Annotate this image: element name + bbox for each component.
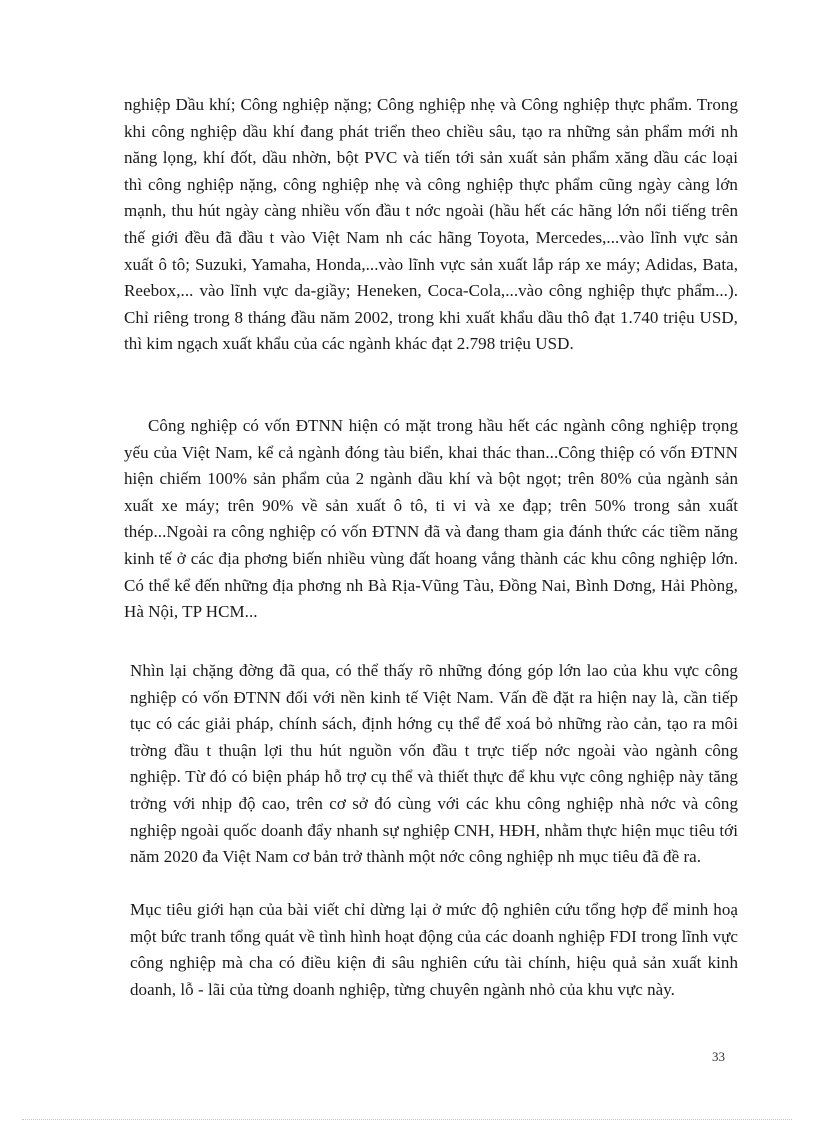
- page-bottom-divider: [22, 1119, 792, 1120]
- page-number: 33: [712, 1049, 725, 1064]
- paragraph-fdi-presence-text: Công nghiệp có vốn ĐTNN hiện có mặt trong hầu hết các ngành công nghiệp trọng yếu của Việt Nam, kể cả ngành đóng tàu biển, khai thác than...Công thiệp có vốn ĐTNN hiện chiếm 100% sản phẩm của 2 ngành dầu khí và bột ngọt; trên 80% của ngành sản xuất xe máy; trên 90% về sản xuất ô tô, ti vi và xe đạp; trên 50% trong sản xuất thép...Ngoài ra công nghiệp có vốn ĐTNN đã và đang tham gia đánh thức các tiềm năng kinh tế ở các địa phơng biến nhiều vùng đất hoang vắng thành các khu công nghiệp lớn. Có thể kể đến những địa phơng nh Bà Rịa-Vũng Tàu, Đồng Nai, Bình Dơng, Hải Phòng, Hà Nội, TP HCM...: [124, 416, 738, 622]
- paragraph-fdi-presence: [124, 413, 738, 626]
- paragraph-industry-overview: nghiệp Dầu khí; Công nghiệp nặng; Công nghiệp nhẹ và Công nghiệp thực phẩm. Trong khi công nghiệp dầu khí đang phát triển theo chiều sâu, tạo ra những sản phẩm mới nh năng lọng, khí đốt, dầu nhờn, bột PVC và tiến tới sản xuất sản phẩm xăng dầu các loại thì công nghiệp nặng, công nghiệp nhẹ và công nghiệp thực phẩm cũng ngày càng lớn mạnh, thu hút ngày càng nhiều vốn đầu t nớc ngoài (hầu hết các hãng lớn nổi tiếng trên thế giới đều đã đầu t vào Việt Nam nh các hãng Toyota, Mercedes,...vào lĩnh vực sản xuất ô tô; Suzuki, Yamaha, Honda,...vào lĩnh vực sản xuất lắp ráp xe máy; Adidas, Bata, Reebox,... vào lĩnh vực da-giầy; Heneken, Coca-Cola,...vào công nghiệp thực phẩm...). Chỉ riêng trong 8 tháng đầu năm 2002, trong khi xuất khẩu dầu thô đạt 1.740 triệu USD, thì kim ngạch xuất khẩu của các ngành khác đạt 2.798 triệu USD.: [124, 95, 738, 354]
- paragraph-article-scope: Mục tiêu giới hạn của bài viết chỉ dừng lại ở mức độ nghiên cứu tổng hợp để minh hoạ một bức tranh tổng quát về tình hình hoạt động của các doanh nghiệp FDI trong lĩnh vực công nghiệp mà cha có điều kiện đi sâu nghiên cứu tài chính, hiệu quả sản xuất kinh doanh, lỗ - lãi của từng doanh nghiệp, từng chuyên ngành nhỏ của khu vực này.: [130, 900, 738, 999]
- paragraph-looking-back: Nhìn lại chặng đờng đã qua, có thể thấy rõ những đóng góp lớn lao của khu vực công nghiệp có vốn ĐTNN đối với nền kinh tế Việt Nam. Vấn đề đặt ra hiện nay là, cần tiếp tục có các giải pháp, chính sách, định hớng cụ thể để xoá bỏ những rào cản, tạo ra môi trờng đầu t thuận lợi thu hút nguồn vốn đầu t trực tiếp nớc ngoài vào ngành công nghiệp. Từ đó có biện pháp hỗ trợ cụ thể và thiết thực để khu vực công nghiệp này tăng trởng với nhịp độ cao, trên cơ sở đó cùng với các khu công nghiệp nhà nớc và công nghiệp ngoài quốc doanh đẩy nhanh sự nghiệp CNH, HĐH, nhằm thực hiện mục tiêu tới năm 2020 đa Việt Nam cơ bản trở thành một nớc công nghiệp nh mục tiêu đã đề ra.: [130, 661, 738, 867]
